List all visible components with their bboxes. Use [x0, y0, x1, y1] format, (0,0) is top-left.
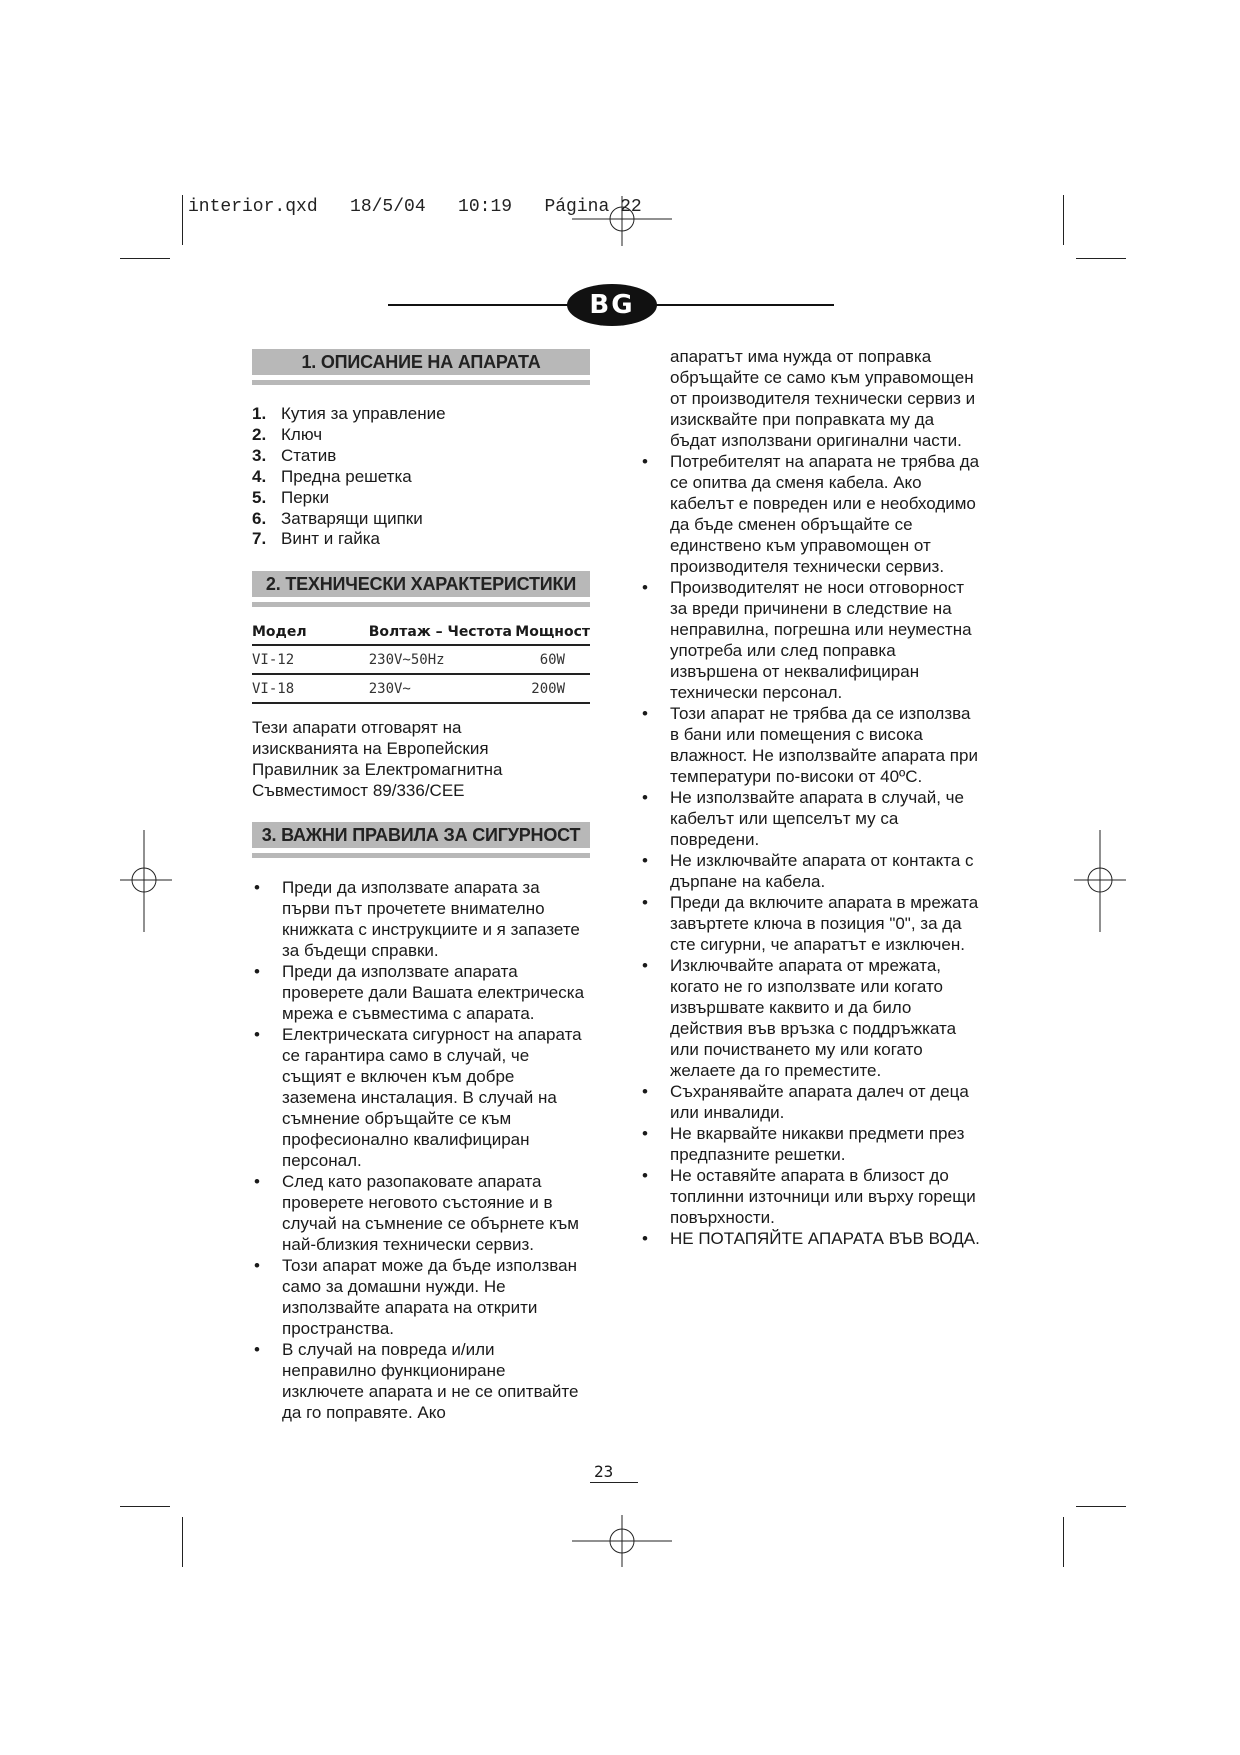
crop-mark: [120, 1506, 170, 1507]
list-item: 4. Предна решетка: [252, 466, 412, 486]
list-item: • Този апарат може да бъде използван само за домашни нужди. Не използвайте апарата на открити пространства.: [254, 1256, 577, 1339]
page-number-rule: [590, 1482, 638, 1483]
list-item: 1. Кутия за управление: [252, 404, 446, 423]
safety-list-left: [252, 877, 590, 1423]
table-row: [252, 645, 590, 674]
list-item: • В случай на повреда и/или неправилно функциониране изключете апарата и не се опитвайте да го поправяте. Ако: [254, 1340, 579, 1423]
registration-mark-left: [120, 830, 172, 932]
header-rule-right: [646, 304, 834, 306]
column-header: Модел: [252, 618, 369, 645]
crop-mark: [1063, 195, 1064, 245]
list-item: • Не изключвайте апарата от контакта с дърпане на кабела.: [642, 851, 974, 891]
page-number: 23: [594, 1462, 614, 1481]
list-item: • Не оставяйте апарата в близост до топлинни източници или върху горещи повърхности.: [642, 1166, 976, 1227]
table-cell: 230V~50Hz: [369, 645, 516, 674]
column-header: Волтаж – Честота: [369, 618, 516, 645]
list-item: • Преди да използвате апарата за първи път прочетете внимателно книжката с инструкциите и я запазете за бъдещи справки.: [254, 878, 580, 961]
list-item: • Електрическата сигурност на апарата се гарантира само в случай, че същият е включен към добре заземена инсталация. В случай на съмнение обръщайте се към професионално квалифициран персонал.: [254, 1025, 582, 1171]
language-badge: BG: [567, 284, 657, 326]
list-item: • Производителят не носи отговорност за вреди причинени в следствие на неправилна, погрешна или неуместна употреба или след поправка извършена от неквалифициран технически персонал.: [642, 578, 972, 702]
list-item: 2. Ключ: [252, 424, 323, 444]
table-cell: 60W: [515, 645, 590, 674]
parts-list: [252, 404, 590, 550]
section-heading-underline: [252, 853, 590, 858]
section-heading-underline: [252, 380, 590, 385]
list-item: • Потребителят на апарата не трябва да се опитва да сменя кабела. Ако кабелът е повреден или е необходимо да бъде сменен обръщайте се единствено към управомощен от производителя технически сервиз.: [642, 452, 980, 576]
list-item: • Съхранявайте апарата далеч от деца или инвалиди.: [642, 1082, 969, 1122]
list-item: • Не вкарвайте никакви предмети през предпазните решетки.: [642, 1124, 965, 1164]
list-item: 7. Винт и гайка: [252, 529, 380, 549]
section-heading: 2. ТЕХНИЧЕСКИ ХАРАКТЕРИСТИКИ: [252, 571, 590, 597]
table-header-row: [252, 618, 590, 645]
crop-mark: [120, 258, 170, 259]
left-column: [252, 349, 590, 1423]
list-item: • След като разопаковате апарата проверете неговото състояние и в случай на съмнение се обърнете към най-близкия технически сервиз.: [254, 1172, 579, 1255]
list-item: • Изключвайте апарата от мрежата, когато не го използвате или когато извършвате каквито и да било действия във връзка с поддръжката или почистването му или когато желаете да го преместите.: [642, 956, 957, 1080]
column-header: Мощност: [515, 618, 590, 645]
section-heading-underline: [252, 602, 590, 607]
list-item: • Преди да включите апарата в мрежата завъртете ключа в позиция "0", за да сте сигурни, че апаратът е изключен.: [642, 893, 979, 954]
right-column: [640, 346, 980, 1249]
spec-table: [252, 618, 590, 704]
crop-mark: [182, 195, 183, 245]
list-item: • Не използвайте апарата в случай, че кабелът или щепселът му са повредени.: [642, 788, 964, 849]
section-heading: 1. ОПИСАНИЕ НА АПАРАТА: [252, 349, 590, 375]
table-row: [252, 674, 590, 703]
crop-mark: [1076, 1506, 1126, 1507]
print-slug: interior.qxd 18/5/04 10:19 Página 22: [188, 197, 642, 217]
table-cell: 230V~: [369, 674, 516, 703]
table-cell: VI-12: [252, 645, 369, 674]
list-item: 6. Затварящи щипки: [252, 508, 423, 528]
list-item: • НЕ ПОТАПЯЙТЕ АПАРАТА ВЪВ ВОДА.: [642, 1229, 980, 1248]
crop-mark: [1063, 1517, 1064, 1567]
safety-list-right: [640, 451, 980, 1249]
registration-mark-right: [1074, 830, 1126, 932]
list-item: 5. Перки: [252, 487, 330, 507]
header-rule-left: [388, 304, 578, 306]
table-cell: 200W: [515, 674, 590, 703]
compliance-text: Тези апарати отговарят на изискванията на Европейския Правилник за Електромагнитна Съвместимост 89/336/CEE: [252, 718, 503, 801]
table-cell: VI-18: [252, 674, 369, 703]
continuation-text: апаратът има нужда от поправка обръщайте се само към управомощен от производителя технически сервиз и изисквайте при поправката му да бъдат използвани оригинални части.: [670, 347, 976, 450]
list-item: • Този апарат не трябва да се използва в бани или помещения с висока влажност. Не използвайте апарата при температури по-високи от 40ºC.: [642, 704, 978, 786]
crop-mark: [182, 1517, 183, 1567]
list-item: • Преди да използвате апарата проверете дали Вашата електрическа мрежа е съвместима с апарата.: [254, 962, 585, 1024]
registration-mark-bottom: [572, 1515, 672, 1567]
crop-mark: [1076, 258, 1126, 259]
section-heading: 3. ВАЖНИ ПРАВИЛА ЗА СИГУРНОСТ: [252, 822, 590, 848]
list-item: 3. Статив: [252, 445, 337, 465]
